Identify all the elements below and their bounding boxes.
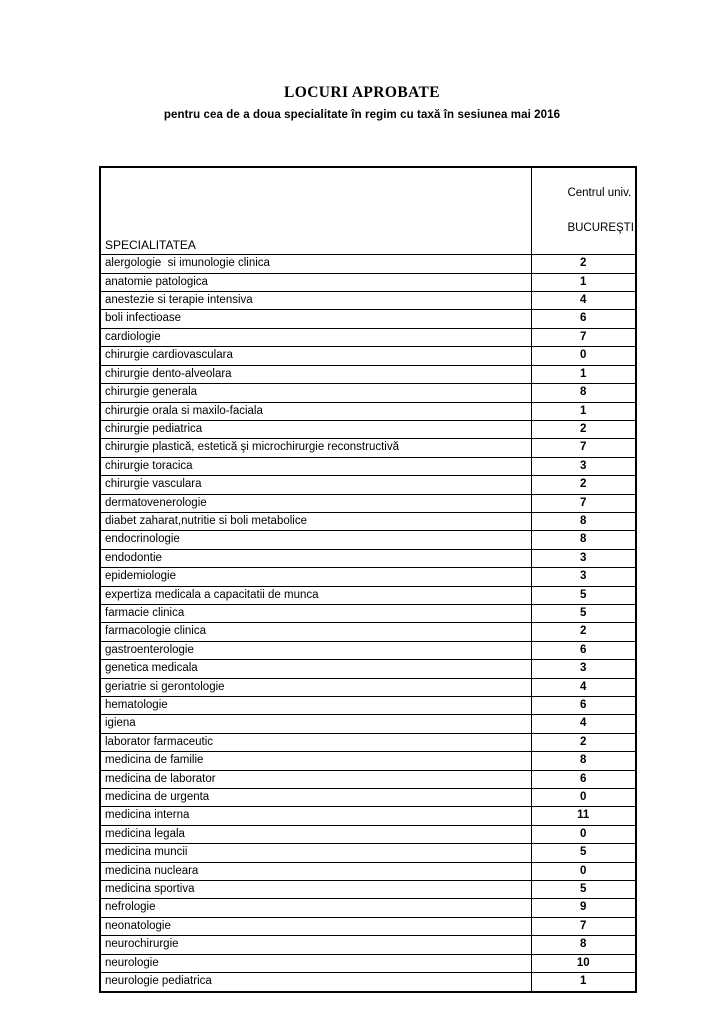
specialty-cell: chirurgie generala [100, 384, 531, 402]
center-header-line1: Centrul univ. [567, 187, 632, 200]
places-cell: 2 [531, 733, 636, 751]
table-row [100, 678, 636, 696]
places-cell: 3 [531, 660, 636, 678]
table-row [100, 881, 636, 899]
table-row [100, 733, 636, 751]
approved-places-table [99, 166, 637, 993]
center-column-header [531, 167, 636, 255]
table-row [100, 715, 636, 733]
table-row [100, 292, 636, 310]
specialty-cell: gastroenterologie [100, 641, 531, 659]
places-cell: 5 [531, 881, 636, 899]
specialty-cell: geriatrie si gerontologie [100, 678, 531, 696]
specialty-cell: chirurgie vasculara [100, 476, 531, 494]
specialty-cell: endodontie [100, 549, 531, 567]
specialty-cell: neurologie [100, 954, 531, 972]
table-row [100, 476, 636, 494]
specialty-cell: medicina de familie [100, 752, 531, 770]
specialty-cell: cardiologie [100, 328, 531, 346]
specialty-cell: nefrologie [100, 899, 531, 917]
places-cell: 4 [531, 678, 636, 696]
center-header-line2: BUCUREŞTI [567, 221, 634, 234]
places-cell: 7 [531, 494, 636, 512]
table-row [100, 770, 636, 788]
places-cell: 10 [531, 954, 636, 972]
table-row [100, 310, 636, 328]
specialty-cell: chirurgie orala si maxilo-faciala [100, 402, 531, 420]
places-cell: 8 [531, 531, 636, 549]
table-row [100, 457, 636, 475]
places-cell: 7 [531, 439, 636, 457]
places-cell: 4 [531, 715, 636, 733]
table-row [100, 531, 636, 549]
specialty-cell: hematologie [100, 697, 531, 715]
specialty-cell: neonatologie [100, 917, 531, 935]
places-cell: 8 [531, 512, 636, 530]
specialty-cell: medicina sportiva [100, 881, 531, 899]
specialty-cell: chirurgie toracica [100, 457, 531, 475]
table-row [100, 936, 636, 954]
places-cell: 9 [531, 899, 636, 917]
places-cell: 7 [531, 328, 636, 346]
specialty-cell: medicina muncii [100, 844, 531, 862]
table-row [100, 623, 636, 641]
specialty-cell: chirurgie cardiovasculara [100, 347, 531, 365]
specialty-cell: endocrinologie [100, 531, 531, 549]
table-row [100, 365, 636, 383]
table-row [100, 273, 636, 291]
table-row [100, 604, 636, 622]
places-cell: 0 [531, 825, 636, 843]
table-row [100, 402, 636, 420]
table-header-row [100, 167, 636, 255]
places-cell: 1 [531, 365, 636, 383]
specialty-cell: boli infectioase [100, 310, 531, 328]
table-row [100, 752, 636, 770]
table-row [100, 660, 636, 678]
places-cell: 2 [531, 420, 636, 438]
specialty-cell: chirurgie dento-alveolara [100, 365, 531, 383]
specialty-cell: farmacie clinica [100, 604, 531, 622]
table-row [100, 586, 636, 604]
table-row [100, 255, 636, 273]
table-row [100, 844, 636, 862]
places-cell: 1 [531, 973, 636, 992]
places-cell: 4 [531, 292, 636, 310]
places-cell: 6 [531, 641, 636, 659]
places-cell: 8 [531, 936, 636, 954]
table-row [100, 384, 636, 402]
table-row [100, 825, 636, 843]
table-row [100, 512, 636, 530]
places-cell: 11 [531, 807, 636, 825]
table-row [100, 899, 636, 917]
table-row [100, 439, 636, 457]
places-cell: 8 [531, 384, 636, 402]
specialty-cell: chirurgie plastică, estetică şi microchirurgie reconstructivă [100, 439, 531, 457]
specialty-cell: farmacologie clinica [100, 623, 531, 641]
places-cell: 2 [531, 255, 636, 273]
places-cell: 2 [531, 623, 636, 641]
places-cell: 0 [531, 789, 636, 807]
specialty-cell: medicina interna [100, 807, 531, 825]
specialty-cell: anestezie si terapie intensiva [100, 292, 531, 310]
specialty-column-header: SPECIALITATEA [100, 167, 531, 255]
places-cell: 1 [531, 273, 636, 291]
places-cell: 2 [531, 476, 636, 494]
specialty-cell: medicina nucleara [100, 862, 531, 880]
table-row [100, 807, 636, 825]
table-row [100, 697, 636, 715]
table-row [100, 641, 636, 659]
table-body [100, 255, 636, 992]
table-row [100, 954, 636, 972]
places-cell: 0 [531, 862, 636, 880]
places-cell: 6 [531, 310, 636, 328]
places-cell: 8 [531, 752, 636, 770]
specialty-cell: igiena [100, 715, 531, 733]
table-row [100, 917, 636, 935]
specialty-cell: epidemiologie [100, 568, 531, 586]
table-row [100, 549, 636, 567]
places-cell: 3 [531, 457, 636, 475]
page-title: LOCURI APROBATE [284, 84, 440, 101]
places-cell: 5 [531, 604, 636, 622]
places-cell: 5 [531, 586, 636, 604]
page-subtitle: pentru cea de a doua specialitate în regim cu taxă în sesiunea mai 2016 [163, 109, 561, 121]
specialty-cell: anatomie patologica [100, 273, 531, 291]
specialty-cell: genetica medicala [100, 660, 531, 678]
specialty-cell: medicina de urgenta [100, 789, 531, 807]
places-cell: 5 [531, 844, 636, 862]
table-row [100, 973, 636, 992]
table-row [100, 494, 636, 512]
specialty-cell: neurologie pediatrica [100, 973, 531, 992]
specialty-cell: expertiza medicala a capacitatii de munca [100, 586, 531, 604]
table-row [100, 347, 636, 365]
table-row [100, 328, 636, 346]
places-cell: 3 [531, 549, 636, 567]
specialty-cell: dermatovenerologie [100, 494, 531, 512]
specialty-cell: medicina legala [100, 825, 531, 843]
places-cell: 3 [531, 568, 636, 586]
places-cell: 6 [531, 697, 636, 715]
specialty-cell: neurochirurgie [100, 936, 531, 954]
table-row [100, 862, 636, 880]
specialty-cell: laborator farmaceutic [100, 733, 531, 751]
table-row [100, 420, 636, 438]
places-cell: 6 [531, 770, 636, 788]
places-cell: 7 [531, 917, 636, 935]
places-cell: 1 [531, 402, 636, 420]
specialty-cell: chirurgie pediatrica [100, 420, 531, 438]
table-row [100, 789, 636, 807]
specialty-cell: diabet zaharat,nutritie si boli metabolice [100, 512, 531, 530]
specialty-cell: medicina de laborator [100, 770, 531, 788]
places-cell: 0 [531, 347, 636, 365]
table-row [100, 568, 636, 586]
specialty-cell: alergologie si imunologie clinica [100, 255, 531, 273]
